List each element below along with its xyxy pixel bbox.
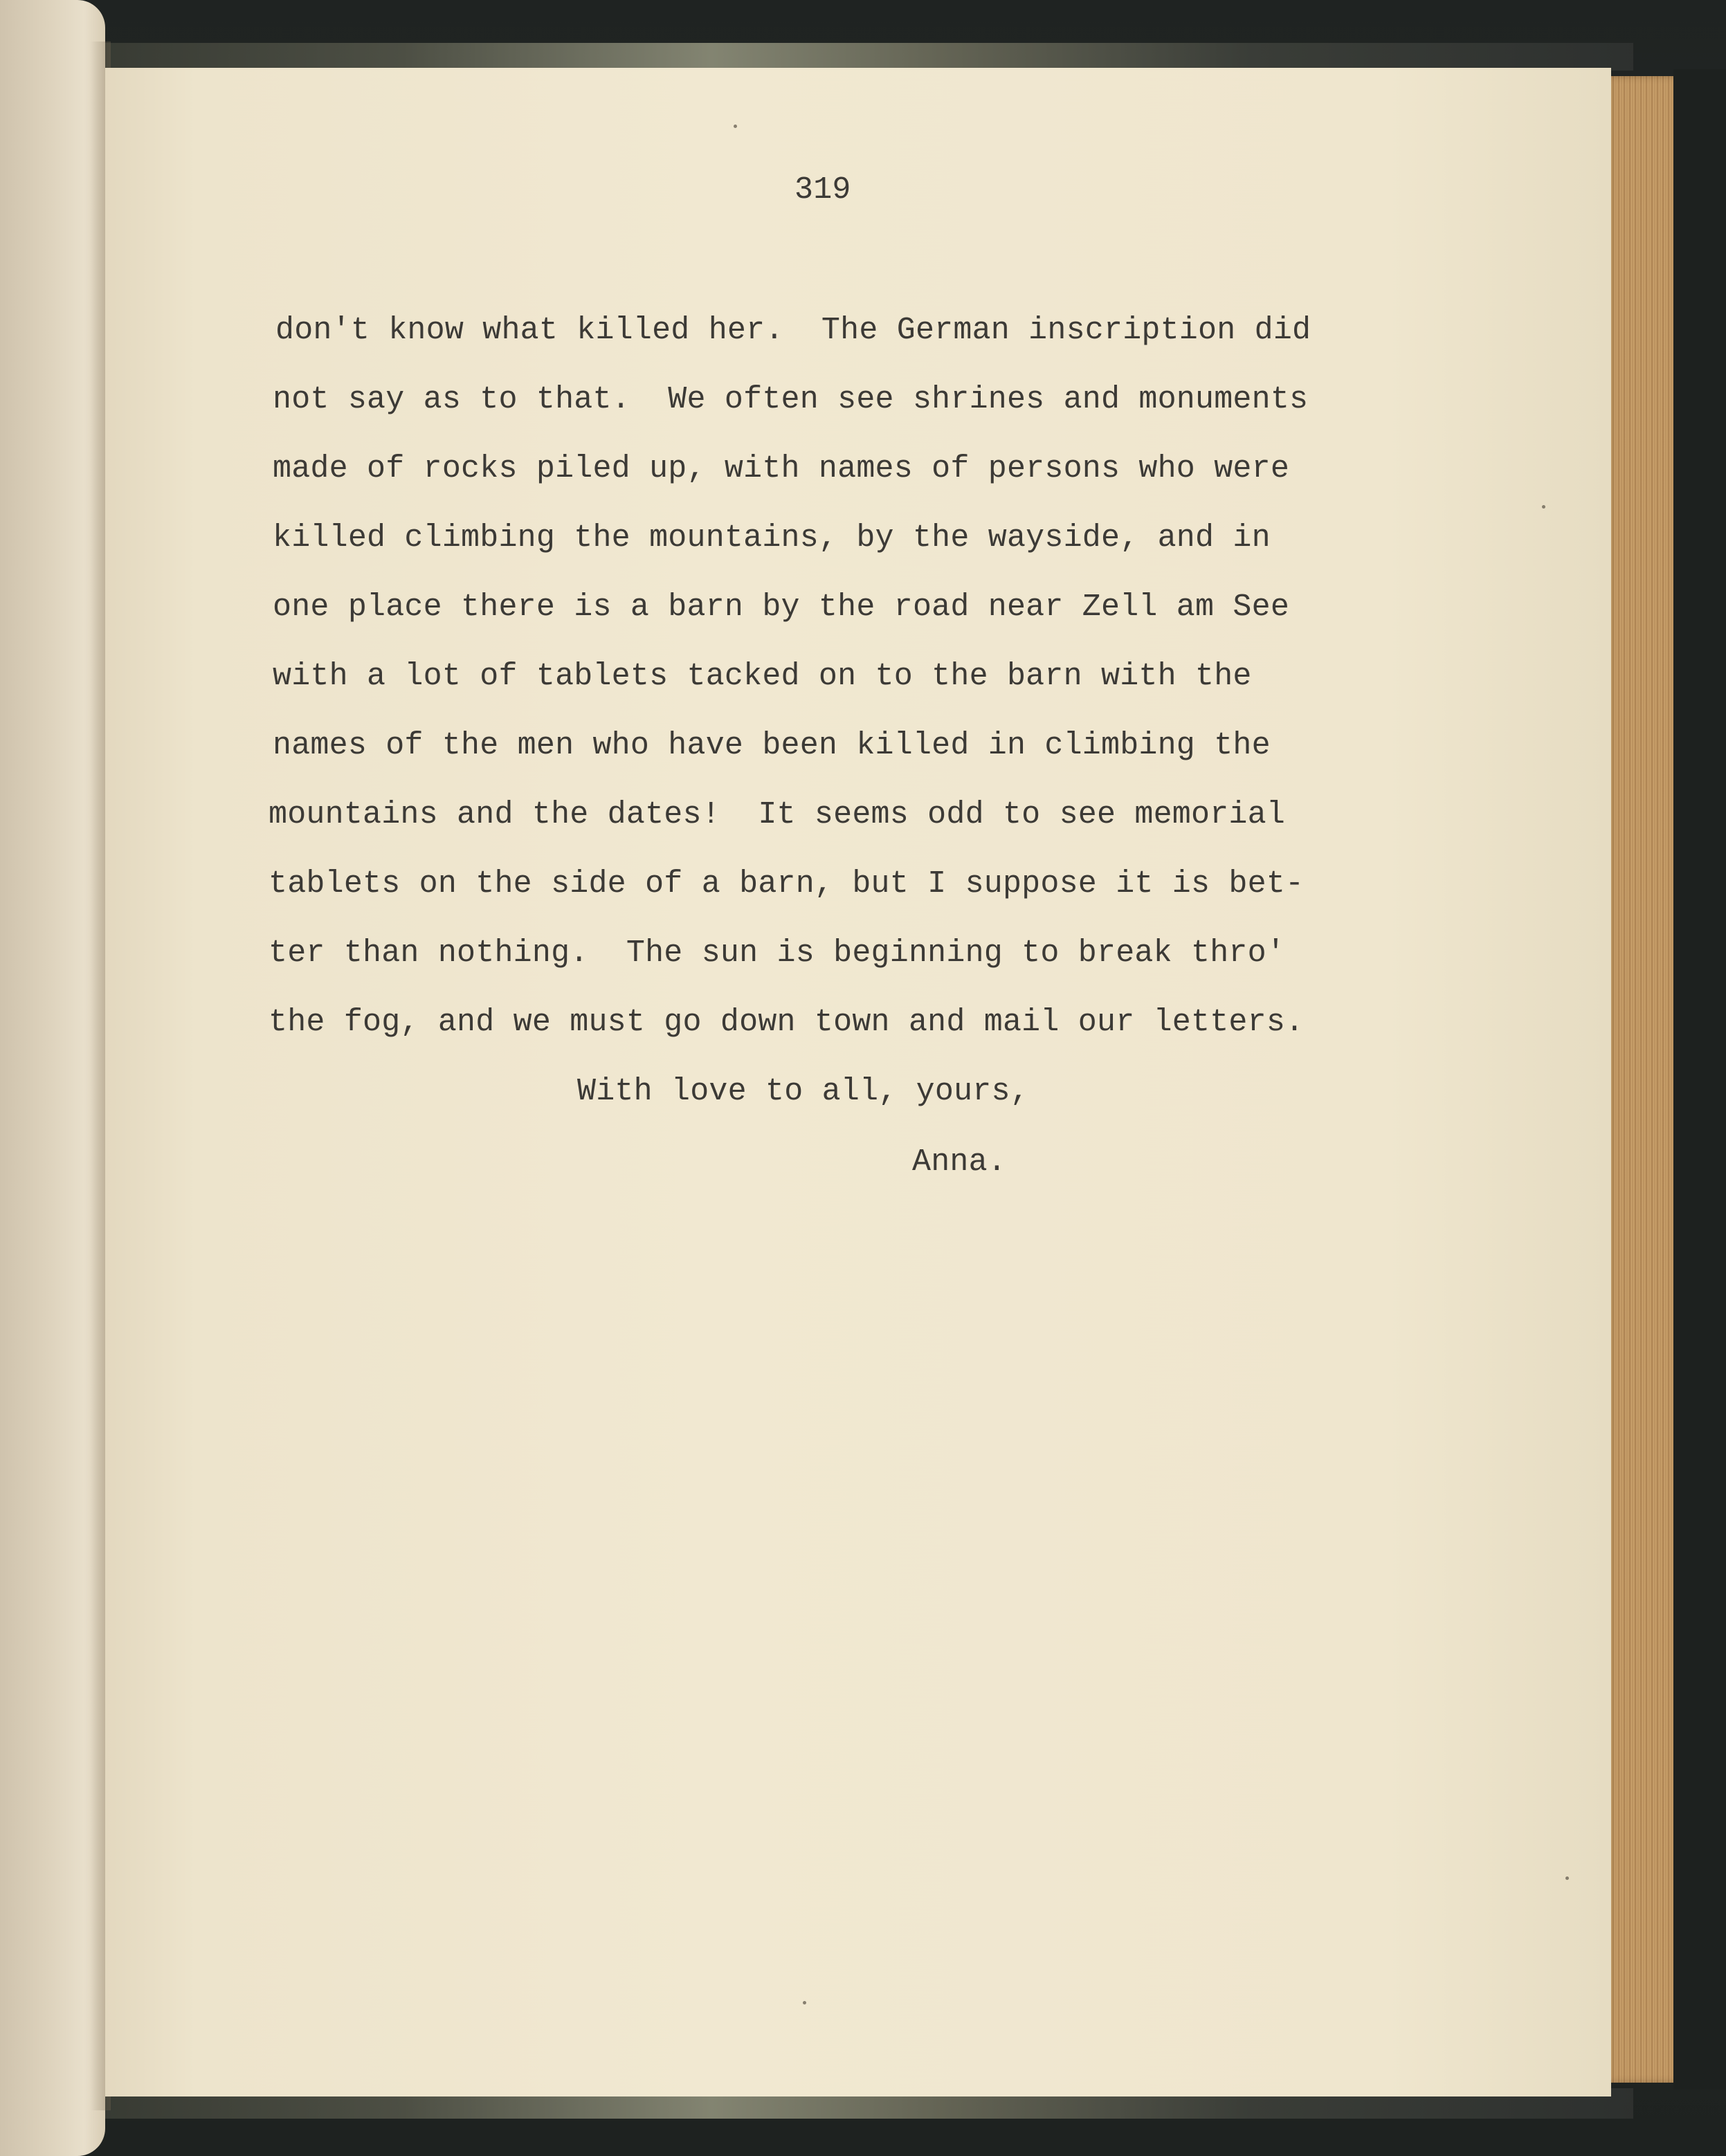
text-line: mountains and the dates! It seems odd to see memorial [269, 797, 1286, 832]
paper-speck [1542, 505, 1545, 509]
paper-speck [803, 2001, 806, 2004]
closing-salutation: With love to all, yours, [577, 1074, 1029, 1109]
text-line: not say as to that. We often see shrines and monuments [273, 382, 1309, 417]
text-line: don't know what killed her. The German inscription did [275, 313, 1311, 348]
page-edges-stack [1604, 76, 1673, 2083]
text-line: one place there is a barn by the road near Zell am See [273, 590, 1290, 625]
binding-strip-top [97, 43, 1633, 71]
text-line: killed climbing the mountains, by the wayside, and in [273, 520, 1271, 556]
signature: Anna. [912, 1144, 1007, 1180]
text-line: the fog, and we must go down town and mail our letters. [269, 1005, 1305, 1040]
text-line: with a lot of tablets tacked on to the barn with the [273, 659, 1252, 694]
paper-speck [734, 125, 737, 128]
book-cover-right [1673, 69, 1726, 2090]
paper-speck [1565, 1876, 1569, 1880]
text-line: names of the men who have been killed in climbing the [273, 728, 1271, 763]
text-line: made of rocks piled up, with names of persons who were [273, 451, 1290, 486]
page-number: 319 [794, 172, 851, 208]
text-line: tablets on the side of a barn, but I suppose it is bet- [269, 866, 1305, 902]
text-line: ter than nothing. The sun is beginning to break thro' [269, 935, 1286, 971]
